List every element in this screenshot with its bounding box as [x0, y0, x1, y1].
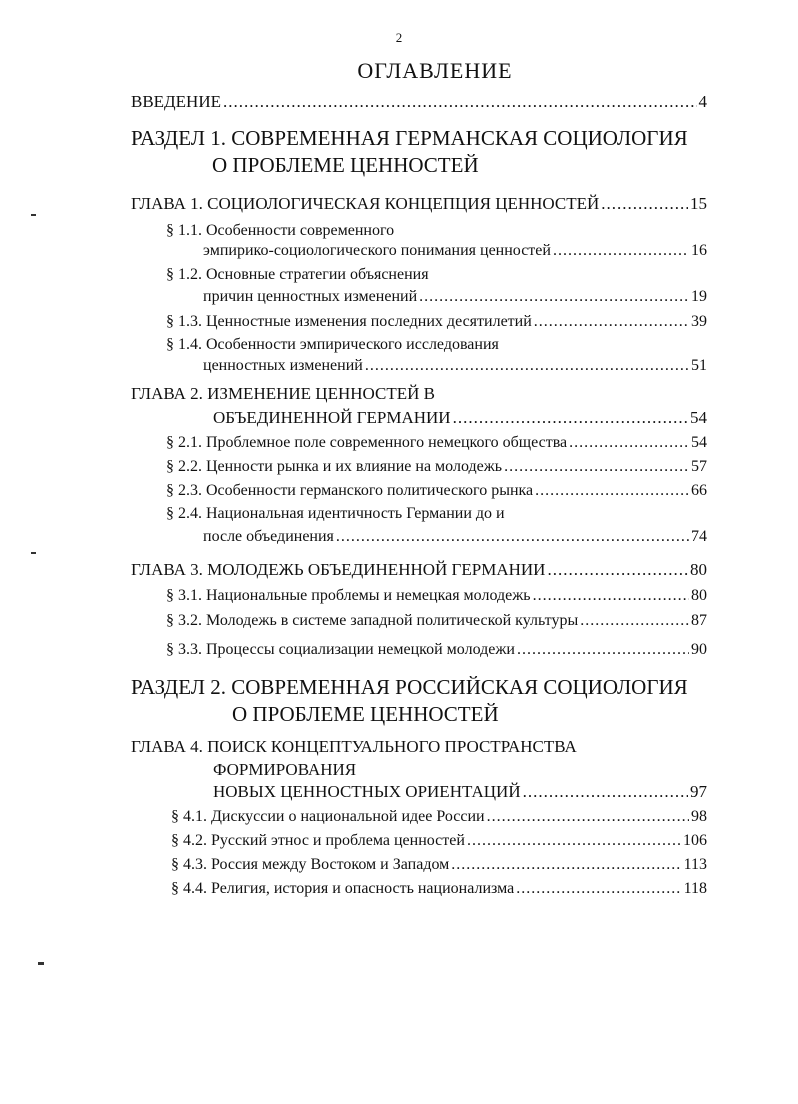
toc-entry-chapter-1[interactable] — [131, 194, 707, 214]
entry-label: § 4.2. Русский этнос и проблема ценностей — [171, 832, 465, 849]
entry-label: § 3.2. Молодежь в системе западной политической культуры — [166, 612, 579, 629]
part-2-title: РАЗДЕЛ 2. СОВРЕМЕННАЯ РОССИЙСКАЯ СОЦИОЛОГИЯ — [131, 675, 688, 699]
scan-mark — [31, 552, 36, 554]
toc-entry-chapter-3[interactable] — [131, 560, 707, 580]
toc-entry-2-1[interactable] — [166, 434, 707, 452]
entry-page: 74 — [691, 528, 707, 545]
entry-label: после объединения — [203, 528, 334, 545]
toc-entry-1-1[interactable]: § 1.1. Особенности современного — [166, 222, 395, 239]
toc-entry-2-3[interactable] — [166, 482, 707, 500]
scan-mark — [31, 214, 36, 216]
entry-label: ГЛАВА 3. МОЛОДЕЖЬ ОБЪЕДИНЕННОЙ ГЕРМАНИИ — [131, 560, 546, 579]
scan-mark — [38, 962, 44, 965]
entry-page: 97 — [690, 782, 707, 801]
entry-page: 90 — [691, 641, 707, 658]
toc-entry-3-3[interactable] — [166, 641, 707, 659]
entry-page: 54 — [691, 434, 707, 451]
part-1-subtitle: О ПРОБЛЕМЕ ЦЕННОСТЕЙ — [212, 153, 479, 177]
entry-label: § 4.4. Религия, история и опасность национализма — [171, 880, 515, 897]
entry-page: 80 — [690, 560, 707, 579]
entry-page: 19 — [691, 288, 707, 305]
entry-page: 118 — [683, 880, 707, 897]
entry-label: НОВЫХ ЦЕННОСТНЫХ ОРИЕНТАЦИЙ — [213, 782, 521, 801]
entry-page: 106 — [683, 832, 707, 849]
entry-label: ОБЪЕДИНЕННОЙ ГЕРМАНИИ — [213, 408, 451, 427]
entry-page: 16 — [691, 242, 707, 259]
toc-entry-chapter-4-cont[interactable] — [213, 782, 707, 802]
page-number: 2 — [395, 30, 403, 45]
entry-label: § 3.1. Национальные проблемы и немецкая молодежь — [166, 587, 531, 604]
entry-label: ГЛАВА 1. СОЦИОЛОГИЧЕСКАЯ КОНЦЕПЦИЯ ЦЕННОСТЕЙ — [131, 194, 600, 213]
toc-entry-4-2[interactable] — [171, 832, 707, 850]
entry-page: 57 — [691, 458, 707, 475]
entry-label: ценностных изменений — [203, 357, 363, 374]
entry-label: § 2.1. Проблемное поле современного немецкого общества — [166, 434, 568, 451]
entry-label: § 3.3. Процессы социализации немецкой молодежи — [166, 641, 515, 658]
entry-page: 98 — [691, 808, 707, 825]
toc-entry-chapter-4-line2: ФОРМИРОВАНИЯ — [213, 760, 357, 779]
toc-entry-chapter-2[interactable]: ГЛАВА 2. ИЗМЕНЕНИЕ ЦЕННОСТЕЙ В — [131, 384, 435, 403]
toc-entry-2-4-cont[interactable] — [203, 528, 707, 546]
toc-entry-1-2-cont[interactable] — [203, 288, 707, 306]
toc-entry-chapter-4[interactable]: ГЛАВА 4. ПОИСК КОНЦЕПТУАЛЬНОГО ПРОСТРАНСТВА — [131, 737, 577, 756]
toc-entry-2-4[interactable]: § 2.4. Национальная идентичность Германии до и — [166, 505, 505, 522]
toc-entry-1-4[interactable]: § 1.4. Особенности эмпирического исследования — [166, 336, 499, 353]
entry-label: § 1.3. Ценностные изменения последних десятилетий — [166, 313, 532, 330]
toc-entry-chapter-2-cont[interactable] — [213, 408, 707, 428]
toc-entry-1-1-cont[interactable] — [203, 242, 707, 260]
entry-page: 87 — [691, 612, 707, 629]
entry-page: 51 — [691, 357, 707, 374]
toc-entry-1-4-cont[interactable] — [203, 357, 707, 375]
entry-label: § 4.3. Россия между Востоком и Западом — [171, 856, 450, 873]
toc-entry-4-1[interactable] — [171, 808, 707, 826]
entry-page: 80 — [691, 587, 707, 604]
part-1-title: РАЗДЕЛ 1. СОВРЕМЕННАЯ ГЕРМАНСКАЯ СОЦИОЛОГИЯ — [131, 126, 688, 150]
entry-page: 113 — [683, 856, 707, 873]
toc-entry-3-1[interactable] — [166, 587, 707, 605]
toc-entry-3-2[interactable] — [166, 612, 707, 630]
entry-label: причин ценностных изменений — [203, 288, 418, 305]
entry-page: 39 — [691, 313, 707, 330]
toc-entry-1-2[interactable]: § 1.2. Основные стратегии объяснения — [166, 266, 429, 283]
part-2-subtitle: О ПРОБЛЕМЕ ЦЕННОСТЕЙ — [232, 702, 499, 726]
entry-page: 15 — [690, 194, 707, 213]
toc-title: ОГЛАВЛЕНИЕ — [357, 58, 513, 83]
toc-entry-4-3[interactable] — [171, 856, 707, 874]
entry-label: § 2.3. Особенности германского политического рынка — [166, 482, 534, 499]
toc-entry-2-2[interactable] — [166, 458, 707, 476]
entry-page: 66 — [691, 482, 707, 499]
toc-entry-1-3[interactable] — [166, 313, 707, 331]
toc-entry-intro[interactable] — [131, 92, 707, 112]
entry-label: ВВЕДЕНИЕ — [131, 92, 221, 111]
entry-label: § 4.1. Дискуссии о национальной идее России — [171, 808, 485, 825]
entry-page: 54 — [690, 408, 707, 427]
toc-entry-4-4[interactable] — [171, 880, 707, 898]
entry-page: 4 — [698, 92, 707, 111]
entry-label: эмпирико-социологического понимания ценностей — [203, 242, 551, 259]
entry-label: § 2.2. Ценности рынка и их влияние на молодежь — [166, 458, 503, 475]
